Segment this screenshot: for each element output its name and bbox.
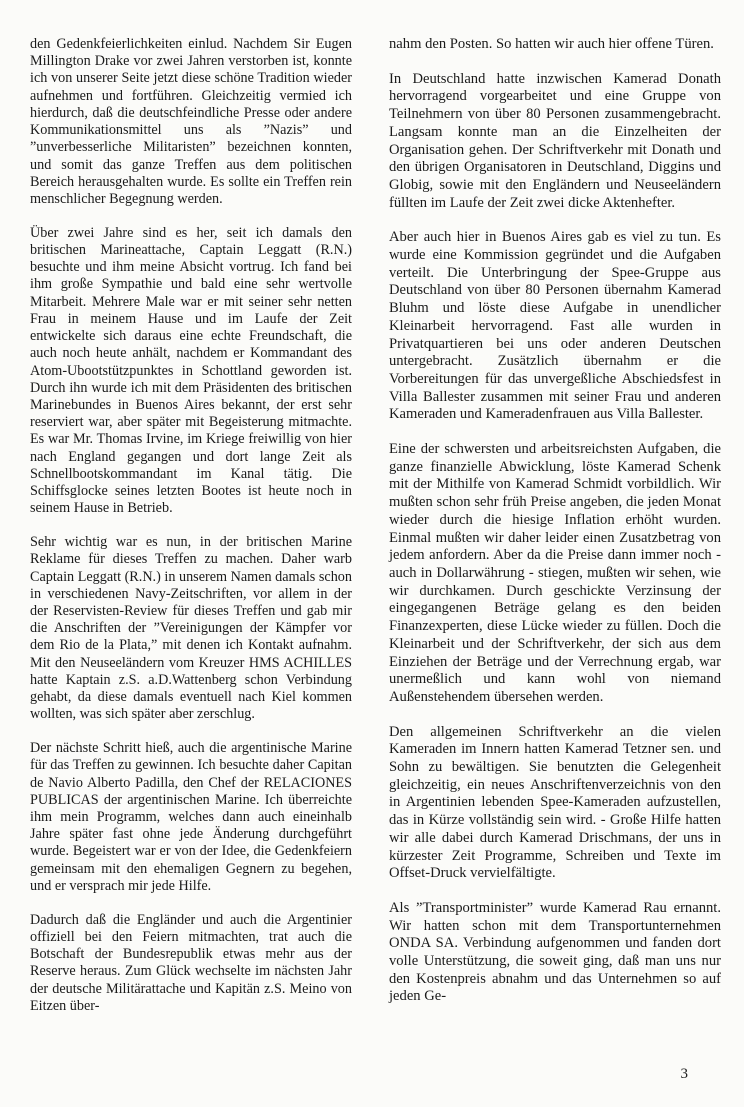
paragraph: Aber auch hier in Buenos Aires gab es viel zu tun. Es wurde eine Kommission gegründet und die Aufgaben verteilt. Die Unterbringung der Spee-Gruppe aus Deutschland von über 80 Personen übernahm Kamerad Bluhm und löste diese Aufgabe in unendlicher Kleinarbeit hervorragend. Fast alle wurden in Privatquartieren bei uns oder anderen Deutschen untergebracht. Zusätzlich übernahm er die Vorbereitungen für das unvergeßliche Abschiedsfest in Villa Ballester zusammen mit seiner Frau und anderen Kameraden und Kameradenfrauen aus Villa Ballester. [389,229,721,423]
paragraph: In Deutschland hatte inzwischen Kamerad Donath hervorragend vorgearbeitet und eine Gruppe von Teilnehmern von über 80 Personen zusammengebracht. Langsam konnte man an die Einzelheiten der Organisation gehen. Der Schriftverkehr mit Donath und den übrigen Organisatoren in Deutschland, Diggins und Globig, sowie mit den Engländern und Neuseeländern füllten im Laufe der Zeit zwei dicke Aktenhefter. [389,70,721,211]
paragraph: Über zwei Jahre sind es her, seit ich damals den britischen Marineattache, Captain Leggatt (R.N.) besuchte und ihm meine Absicht vortrug. Ich fand bei ihm große Sympathie und bald eine sehr wertvolle Mitarbeit. Mehrere Male war er mit seiner sehr netten Frau in meinem Hause und im Laufe der Zeit entwickelte sich daraus eine echte Freundschaft, die auch noch heute anhält, nachdem er Kommandant des Atom-Ubootstützpunktes in Schottland geworden ist. Durch ihn wurde ich mit dem Präsidenten des britischen Marinebundes in Buenos Aires bekannt, der erst sehr reserviert war, aber später mit Begeisterung mitmachte. Es war Mr. Thomas Irvine, im Kriege freiwillig von hier nach England gegangen und dort lange Zeit als Schnellbootskommandant im Kanal tätig. Die Schiffsglocke seines letzten Bootes ist heute noch in seinem Hause in Betrieb. [30,224,352,517]
left-column [30,36,352,1032]
paragraph: Eine der schwersten und arbeitsreichsten Aufgaben, die ganze finanzielle Abwicklung, löste Kamerad Schenk mit der Mithilfe von Kamerad Schmidt vorbildlich. Wir mußten schon sehr früh Preise angeben, die jeden Monat wieder durch die hiesige Inflation erhöht wurden. Einmal mußten wir daher leider einen Zusatzbetrag von jedem anfordern. Aber da die Preise dann immer noch - auch in Dollarwährung - stiegen, mußten wir sehen, wie wir durchkamen. Durch geschickte Verzinsung der eingegangenen Beträge gelang es den beiden Finanzexperten, diese Lücke wieder zu füllen. Doch die Kleinarbeit und der Schriftverkehr, der sich aus dem Einziehen der Beträge und der Verrechnung ergab, war unermeßlich und kann wohl von niemand Außenstehendem übersehen werden. [389,441,721,705]
paragraph: nahm den Posten. So hatten wir auch hier offene Türen. [389,36,714,52]
paragraph: Sehr wichtig war es nun, in der britischen Marine Reklame für dieses Treffen zu machen. Daher warb Captain Leggatt (R.N.) in unserem Namen damals schon in verschiedenen Navy-Zeitschriften, vor allem in der der Reservisten-Review für dieses Treffen und gab mir die Anschriften der ”Vereinigungen der Kämpfer vor dem Rio de la Plata,” mit denen ich Kontakt aufnahm. Mit den Neuseeländern vom Kreuzer HMS ACHILLES hatte Kaptain z.S. a.D.Wattenberg schon Verbindung gehabt, da diese damals eventuell nach Kiel kommen wollten, was sich später aber zerschlug. [30,534,352,723]
paragraph: Der nächste Schritt hieß, auch die argentinische Marine für das Treffen zu gewinnen. Ich besuchte daher Capitan de Navio Alberto Padilla, den Chef der RELACIONES PUBLICAS der argentinischen Marine. Ich überreichte ihm mein Programm, welches dann auch eineinhalb Jahre später fast ohne jede Änderung durchgeführt wurde. Begeistert war er von der Idee, die Gedenkfeiern gemeinsam mit den ehemaligen Gegnern zu begehen, und er versprach mir jede Hilfe. [30,740,352,894]
page-number: 3 [680,1066,688,1082]
paragraph: Dadurch daß die Engländer und auch die Argentinier offiziell bei den Feiern mitmachten, trat auch die Botschaft der Bundesrepublik etwas mehr aus der Reserve heraus. Zum Glück wechselte im nächsten Jahr der deutsche Militärattache und Kapitän z.S. Meino von Eitzen über- [30,911,352,1014]
paragraph: den Gedenkfeierlichkeiten einlud. Nachdem Sir Eugen Millington Drake vor zwei Jahren verstorben ist, konnte ich von unserer Seite jetzt diese schöne Tradition wieder aufnehmen und fortführen. Gleichzeitig vermied ich hierdurch, daß die deutschfeindliche Presse oder andere Kommunikationsmittel uns als ”Nazis” und ”unverbesserliche Militaristen” bezeichnen konnten, und somit das ganze Treffen aus dem politischen Bereich herausgehalten wurde. Es sollte ein Treffen rein menschlicher Begegnung werden. [30,36,352,207]
paragraph: Als ”Transportminister” wurde Kamerad Rau ernannt. Wir hatten schon mit dem Transportunternehmen ONDA SA. Verbindung aufgenommen und fanden dort volle Unterstützung, die soweit ging, daß man uns nur den Kostenpreis abnahm und das Unternehmen so auf jeden Ge- [389,899,721,1005]
paragraph: Den allgemeinen Schriftverkehr an die vielen Kameraden im Innern hatten Kamerad Tetzner sen. und Sohn zu bewältigen. Sie benutzten die Gelegenheit gleichzeitig, ein neues Anschriftenverzeichnis von den in Argentinien lebenden Spee-Kameraden aufzustellen, das in Kürze vollständig sein wird. - Große Hilfe hatten wir alle dabei durch Kamerad Drischmans, der uns in kürzester Zeit Programme, Schreiben und Texte im Offset-Druck vervielfältigte. [389,723,721,882]
right-column [389,36,721,1023]
